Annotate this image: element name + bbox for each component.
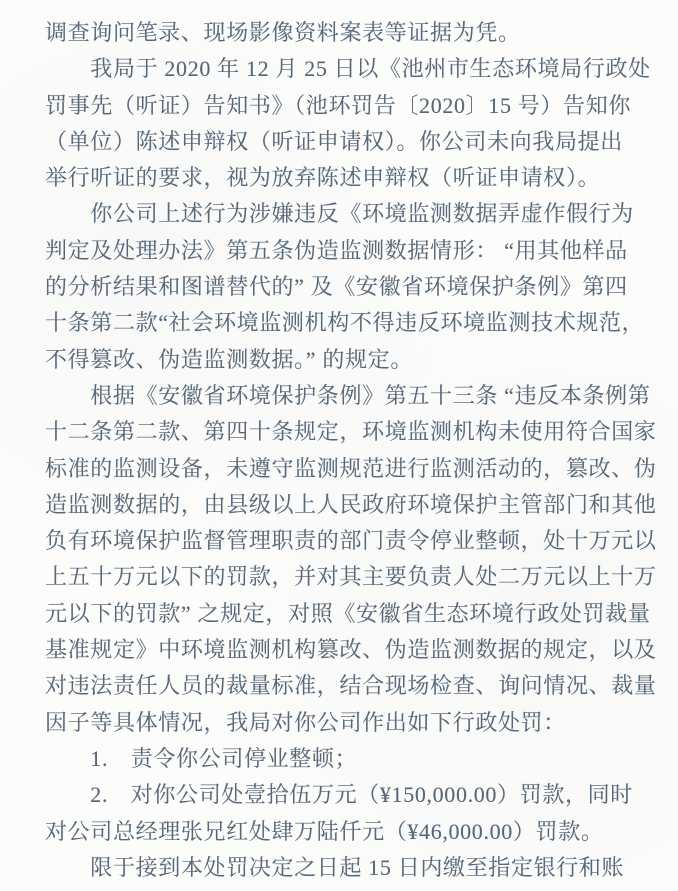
document-line: 造监测数据的，由县级以上人民政府环境保护主管部门和其他 [45, 491, 657, 517]
document-line: 标准的监测设备，未遵守监测规范进行监测活动的，篡改、伪 [45, 455, 657, 481]
document-line: 负有环境保护监督管理职责的部门责令停业整顿，处十万元以 [45, 528, 657, 554]
document-line: 根据《安徽省环境保护条例》第五十三条 “违反本条例第 [45, 382, 651, 408]
document-line: 罚事先（听证）告知书》（池环罚告〔2020〕15 号）告知你 [45, 92, 632, 118]
document-line: 元以下的罚款” 之规定，对照《安徽省生态环境行政处罚裁量 [45, 600, 651, 626]
document-line: 你公司上述行为涉嫌违反《环境监测数据弄虚作假行为 [45, 201, 634, 227]
document-line: 限于接到本处罚决定之日起 15 日内缴至指定银行和账 [45, 854, 625, 880]
document-line: 对违法责任人员的裁量标准，结合现场检查、询问情况、裁量 [45, 673, 657, 699]
document-line: 不得篡改、伪造监测数据。” 的规定。 [45, 346, 413, 372]
document-line: 我局于 2020 年 12 月 25 日以《池州市生态环境局行政处 [45, 56, 651, 82]
document-line: 调查询问笔录、现场影像资料案表等证据为凭。 [45, 20, 521, 45]
document-line: 因子等具体情况，我局对你公司作出如下行政处罚： [45, 709, 566, 735]
document-line: 的分析结果和图谱替代的” 及《安徽省环境保护条例》第四 [45, 274, 628, 300]
document-line: 十二条第二款、第四十条规定，环境监测机构未使用符合国家 [45, 419, 657, 445]
document-line: 对公司总经理张兄红处肆万陆仟元（¥46,000.00）罚款。 [45, 818, 604, 844]
document-line: 上五十万元以下的罚款，并对其主要负责人处二万元以上十万 [45, 564, 657, 590]
document-line: 1. 责令你公司停业整顿； [45, 745, 358, 771]
document-line: （单位）陈述申辩权（听证申请权）。你公司未向我局提出 [45, 128, 623, 154]
document-line: 2. 对你公司处壹拾伍万元（¥150,000.00）罚款，同时 [45, 782, 633, 808]
document-line: 判定及处理办法》第五条伪造监测数据情形： “用其他样品 [45, 237, 628, 263]
document-line: 举行听证的要求，视为放弃陈述申辩权（听证申请权）。 [45, 165, 601, 191]
document-line: 十条第二款“社会环境监测机构不得违反环境监测技术规范， [45, 310, 645, 336]
document-line: 基准规定》中环境监测机构篡改、伪造监测数据的规定，以及 [45, 637, 657, 663]
